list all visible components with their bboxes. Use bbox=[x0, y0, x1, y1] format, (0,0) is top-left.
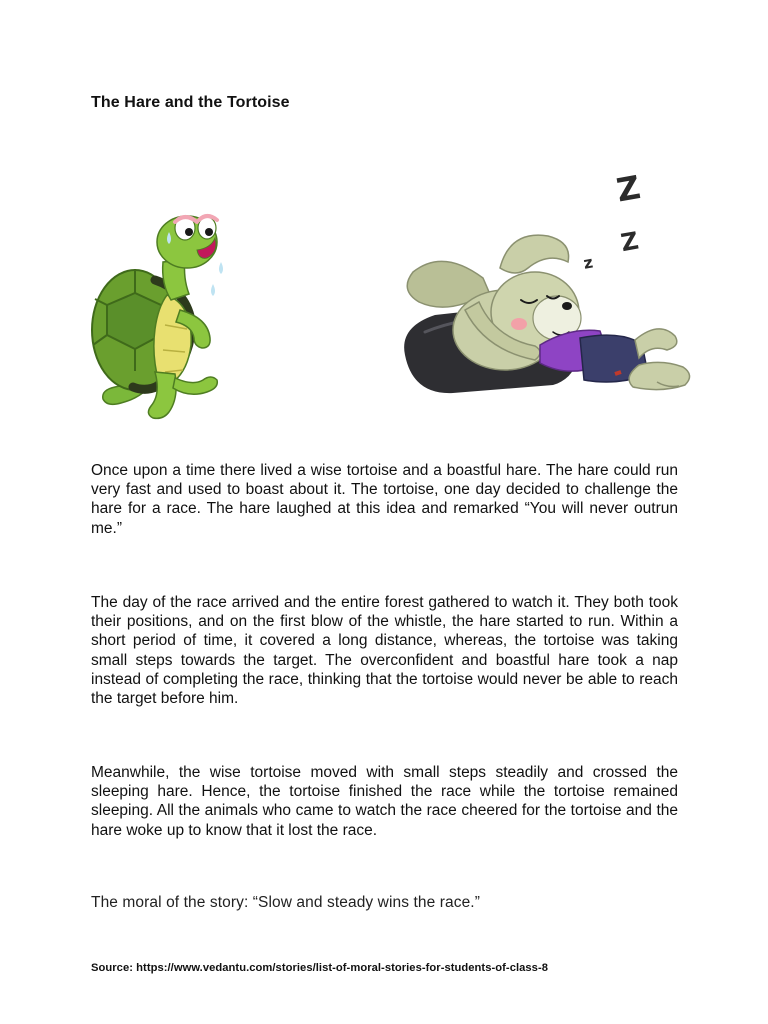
story-paragraph: Meanwhile, the wise tortoise moved with small steps steadily and crossed the sleeping hare. Hence, the tortoise finished the race while the tortoise remained sleeping. All the animals who came to watch the race cheered for the tortoise and the hare woke up to know that it lost the race. bbox=[91, 764, 678, 839]
story-paragraph: Once upon a time there lived a wise tortoise and a boastful hare. The hare could run very fast and used to boast about it. The tortoise, one day decided to challenge the hare for a race. The hare laughed at this idea and remarked “You will never outrun me.” bbox=[91, 462, 678, 537]
sleeping-hare-icon bbox=[395, 160, 695, 420]
story-title: The Hare and the Tortoise bbox=[91, 94, 290, 111]
source-citation: Source: https://www.vedantu.com/stories/list-of-moral-stories-for-students-of-class-8 bbox=[91, 962, 548, 974]
sleep-letter: z bbox=[581, 252, 595, 273]
sleep-letter: Z bbox=[618, 226, 641, 258]
story-paragraph: The day of the race arrived and the entire forest gathered to watch it. They both took their positions, and on the first blow of the whistle, the hare started to run. Within a short period of time, it covered a long distance, whereas, the tortoise was taking small steps towards the target. The overconfident and boastful hare took a nap instead of completing the race, thinking that the tortoise would never be able to reach the target before him. bbox=[91, 594, 678, 708]
sleep-letter: Z bbox=[613, 168, 644, 210]
story-moral: The moral of the story: “Slow and steady wins the race.” bbox=[91, 894, 480, 911]
tortoise-icon bbox=[85, 200, 235, 420]
